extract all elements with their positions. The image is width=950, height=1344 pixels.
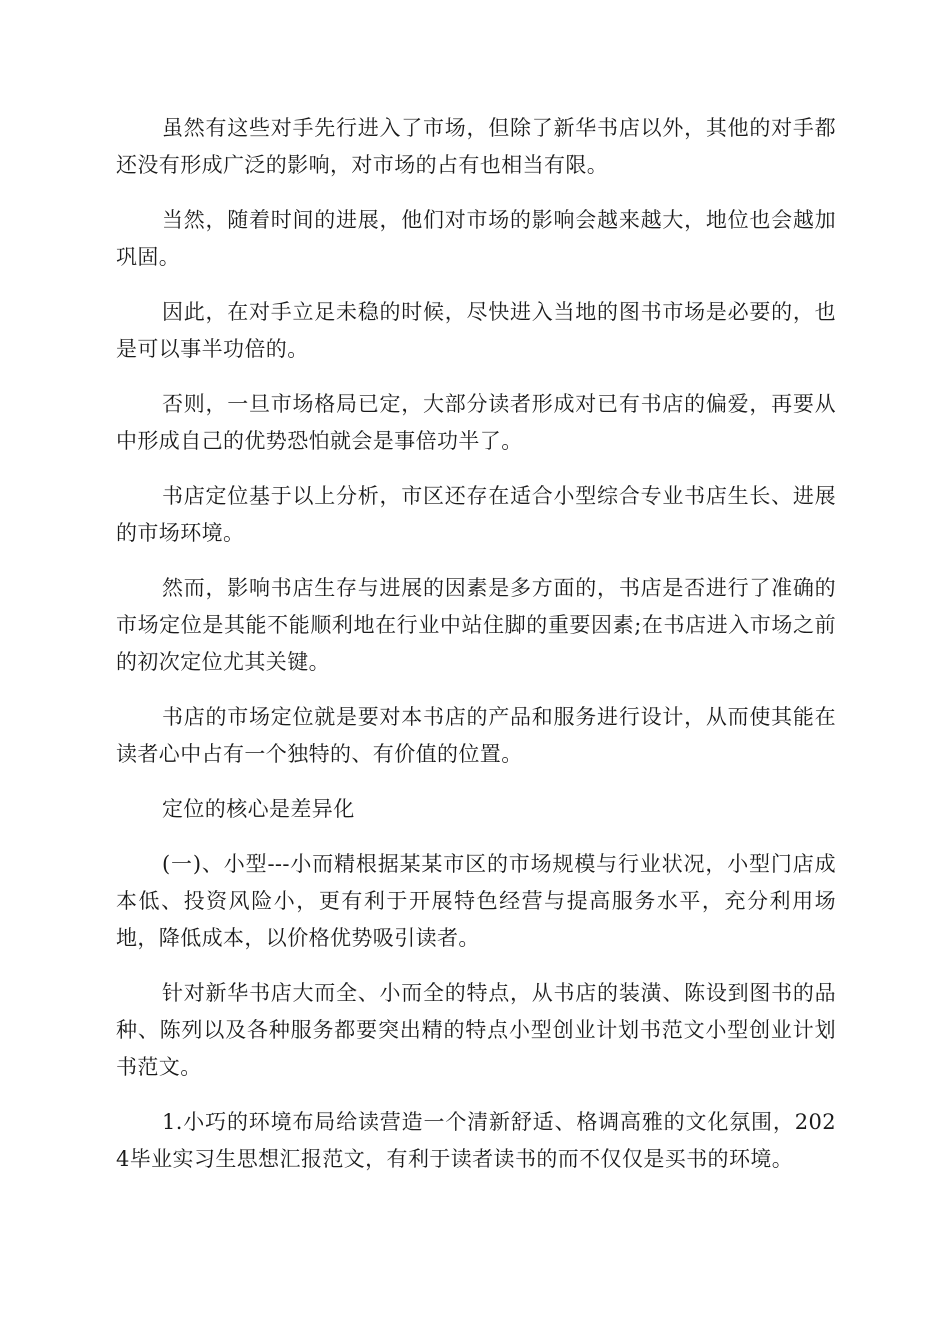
paragraph-2: 当然，随着时间的进展，他们对市场的影响会越来越大，地位也会越加巩固。: [116, 208, 836, 269]
paragraph-7: 书店的市场定位就是要对本书店的产品和服务进行设计，从而使其能在读者心中占有一个独特的、有价值的位置。: [116, 705, 836, 766]
paragraph-4: 否则，一旦市场格局已定，大部分读者形成对已有书店的偏爱，再要从中形成自己的优势恐怕就会是事倍功半了。: [116, 392, 836, 453]
paragraph-5: 书店定位基于以上分析，市区还存在适合小型综合专业书店生长、进展的市场环境。: [116, 484, 836, 545]
paragraph-6: 然而，影响书店生存与进展的因素是多方面的，书店是否进行了准确的市场定位是其能不能顺利地在行业中站住脚的重要因素;在书店进入市场之前的初次定位尤其关键。: [116, 576, 836, 674]
paragraph-9: (一)、小型---小而精根据某某市区的市场规模与行业状况，小型门店成本低、投资风险小，更有利于开展特色经营与提高服务水平，充分利用场地，降低成本，以价格优势吸引读者。: [116, 852, 836, 950]
paragraph-11: 1.小巧的环境布局给读营造一个清新舒适、格调高雅的文化氛围，2024毕业实习生思想汇报范文，有利于读者读书的而不仅仅是买书的环境。: [116, 1110, 836, 1171]
paragraph-8: 定位的核心是差异化: [162, 797, 355, 821]
paragraph-1: 虽然有这些对手先行进入了市场，但除了新华书店以外，其他的对手都还没有形成广泛的影响，对市场的占有也相当有限。: [116, 116, 836, 177]
document-body: [116, 110, 836, 1196]
paragraph-10: 针对新华书店大而全、小而全的特点，从书店的装潢、陈设到图书的品种、陈列以及各种服务都要突出精的特点小型创业计划书范文小型创业计划书范文。: [116, 981, 836, 1079]
paragraph-3: 因此，在对手立足未稳的时候，尽快进入当地的图书市场是必要的，也是可以事半功倍的。: [116, 300, 836, 361]
